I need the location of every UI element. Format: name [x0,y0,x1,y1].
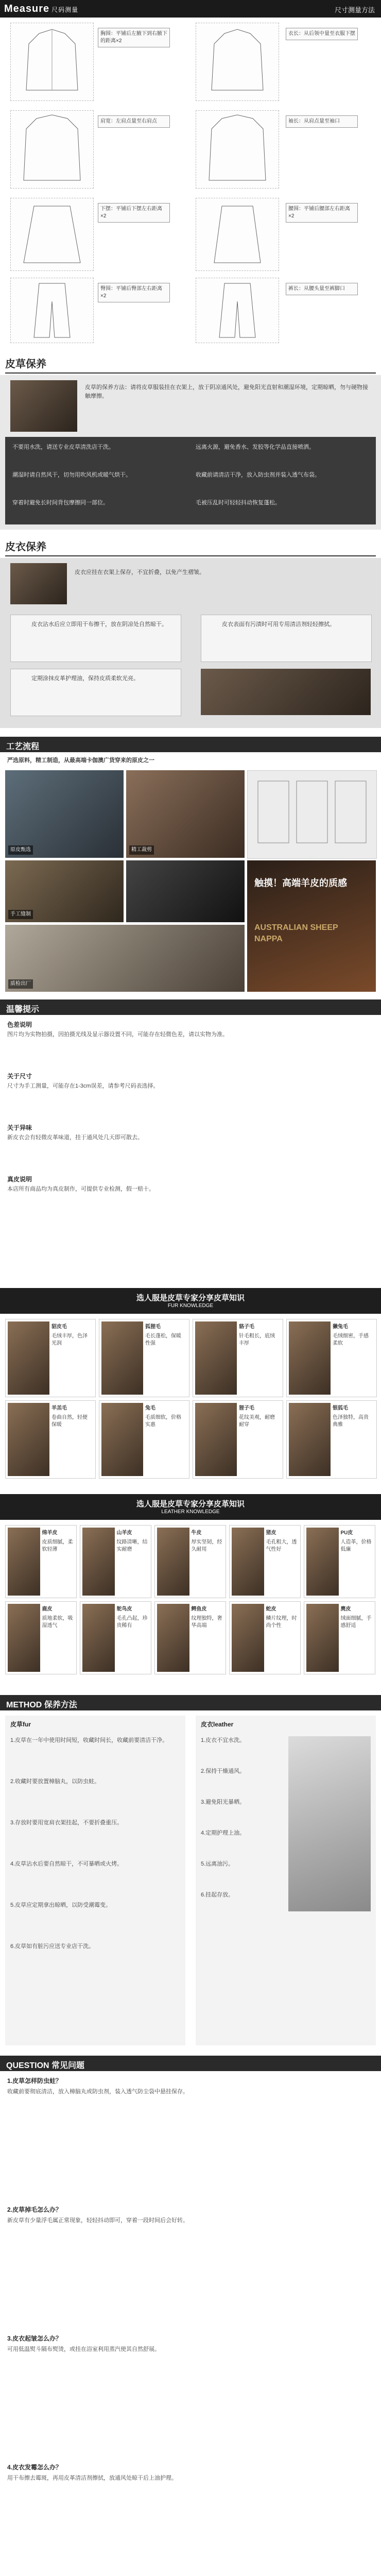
material-photo [8,1604,40,1672]
leather-tip-card: 定期涂抹皮革护理油，保持皮质柔软光亮。 [10,669,181,716]
fur-intro: 皮草的保养方法：请将皮草服装挂在衣架上，放于阴凉通风处，避免阳光直射和潮湿环境，定期晾晒，勿与硬物接触摩擦。 [85,384,368,399]
spec-box: 衣长：从后领中量至衣服下摆 [286,28,358,40]
knowledge-card [5,1319,96,1397]
material-name: PU皮 [340,1530,353,1536]
fur-care-panel [0,375,381,530]
care-item: 远离火源，避免香水、发胶等化学品直接喷洒。 [196,444,315,450]
knowledge-card [304,1601,375,1674]
material-photo [8,1528,40,1596]
material-desc: 毛长蓬松，保暖性强 [145,1333,181,1346]
craft-collage [5,770,376,992]
question-title: 1.皮草怎样防虫蛀？ [7,2077,62,2084]
knowledge-card [80,1525,151,1598]
header-title: Measure 尺码测量 [4,3,79,14]
leather-knowledge-band: 选人服是皮草专家分享皮革知识 LEATHER KNOWLEDGE [0,1494,381,1520]
material-desc: 绒面细腻，手感舒适 [340,1616,372,1629]
jacket-photo [288,1736,371,1911]
vest-sketch [196,198,279,271]
material-name: 猪皮 [266,1530,276,1536]
material-desc: 针毛粗长，底绒丰厚 [239,1333,275,1346]
spec-box: 肩宽：左肩点量至右肩点 [98,115,170,128]
knowledge-card [5,1525,77,1598]
knowledge-card [5,1400,96,1479]
coat-sketch-2 [196,23,279,101]
material-desc: 色泽独特，高贵典雅 [333,1415,369,1428]
material-name: 山羊皮 [116,1530,132,1536]
material-name: 绵羊皮 [42,1530,58,1536]
skirt-sketch [10,198,94,271]
material-name: 银狐毛 [333,1405,348,1411]
question-answer: 用干布擦去霉斑，再用皮革清洁剂擦拭，放通风处晾干后上油护理。 [7,2475,177,2481]
leather-grid [5,1525,376,1680]
craft-photo: 原皮甄选 [5,770,124,858]
material-photo [8,1321,49,1395]
material-photo [157,1604,189,1672]
question-title: 4.皮衣发霉怎么办？ [7,2464,62,2471]
craft-photo [126,860,245,922]
spec-box: 腰围：平铺后腰部左右距离×2 [286,203,358,223]
material-name: 貂皮毛 [51,1324,67,1330]
material-name: 獭兔毛 [333,1324,348,1330]
craft-photo: 精工裁剪 [126,770,245,858]
method-fur-panel: 皮草fur 1.皮草在一年中使用时间短，收藏时间长，收藏前要清洁干净。 2.收藏时要放置樟脑丸，以防虫蛀。 3.存放时要用宽肩衣架挂起，不要折叠重压。 4.皮草沾水后要自然晾干，不可暴晒或火烤。 5.皮草应定期拿出晾晒，以防受潮霉变。 6.皮草如有脏污应送专业店干洗。 [5,1716,185,2045]
care-item: 不要用水洗，请送专业皮草清洗店干洗。 [12,444,114,450]
knowledge-card [80,1601,151,1674]
tips-band: 温馨提示 [0,999,381,1015]
tips-list: 色差说明 图片均为实物拍摄，因拍摄光线及显示器设置不同，可能存在轻微色差，请以实物为准。 关于尺寸 尺寸为手工测量，可能存在1-3cm误差，请参考尺码表选择。 关于异味 新皮衣会有轻微皮革味道，挂于通风处几天即可散去。 真皮说明 本店所有商品均为真皮制作，可提供专业检测，假一赔十。 [7,1021,228,1192]
knowledge-card [286,1400,377,1479]
knowledge-card [154,1601,226,1674]
section-title-fur: 皮草保养 [5,355,376,374]
material-desc: 毛绒丰厚，色泽光润 [51,1333,88,1346]
material-name: 兔毛 [145,1405,155,1411]
leather-photo [10,563,67,604]
pants-sketch-2 [196,278,279,343]
knowledge-card [229,1601,301,1674]
material-photo [82,1528,115,1596]
knowledge-card [304,1525,375,1598]
knowledge-card [229,1525,301,1598]
material-name: 麂皮 [340,1606,351,1612]
material-photo [306,1604,339,1672]
spec-box: 裤长：从腰头量至裤脚口 [286,283,358,295]
material-desc: 鳞片纹理，时尚个性 [266,1616,297,1629]
knowledge-card [99,1400,189,1479]
material-desc: 卷曲自然，轻便保暖 [51,1415,88,1428]
material-name: 鹿皮 [42,1606,53,1612]
pants-sketch-1 [10,278,94,343]
material-name: 鳄鱼皮 [191,1606,207,1612]
knowledge-card [99,1319,189,1397]
material-photo [232,1528,264,1596]
knowledge-card [154,1525,226,1598]
material-desc: 纹理独特，奢华高端 [191,1616,222,1629]
material-name: 貉子毛 [239,1324,254,1330]
method-band: METHOD 保养方法 [0,1695,381,1710]
material-name: 牛皮 [191,1530,202,1536]
craft-subtitle: 严选原料，精工制造，从最高端卡伽澳广货穿来的原皮之一 [7,757,154,764]
question-list [5,2076,376,2576]
craft-photo: 手工缝制 [5,860,124,922]
material-desc: 毛孔粗大，透气性好 [266,1539,297,1552]
coat-sketch-4 [196,110,279,189]
spec-box: 胸围：平铺后左腋下到右腋下的距离×2 [98,28,170,47]
question-answer: 收藏前要彻底清洁，放入樟脑丸或防虫剂，装入透气防尘袋中悬挂保存。 [7,2089,188,2095]
material-name: 蛇皮 [266,1606,276,1612]
page-header [0,0,381,18]
knowledge-card [286,1319,377,1397]
question-title: 3.皮衣起皱怎么办？ [7,2335,62,2342]
material-desc: 皮质细腻，柔软轻薄 [42,1539,73,1552]
material-photo [306,1528,339,1596]
header-right-label: 尺寸测量方法 [334,6,375,14]
material-photo [195,1321,237,1395]
coat-sketch-3 [10,110,94,189]
fur-photo [10,380,77,432]
material-photo [8,1403,49,1476]
knowledge-card [193,1319,283,1397]
question-answer: 新皮草有少量浮毛属正常现象，轻轻抖动即可，穿着一段时间后会好转。 [7,2217,188,2224]
section-title-leather: 皮衣保养 [5,538,376,556]
material-desc: 毛质细软，价格实惠 [145,1415,181,1428]
material-name: 狐狸毛 [145,1324,161,1330]
leather-tip-card: 皮衣沾水后应立即用干布擦干，放在阴凉处自然晾干。 [10,615,181,662]
knowledge-card [193,1400,283,1479]
brand-photo: 触摸！高端羊皮的质感 AUSTRALIAN SHEEP NAPPA [247,860,376,992]
method-leather-panel: 皮衣leather 1.皮衣不宜水洗。 2.保持干燥通风。 3.避免阳光暴晒。 4.定期护理上油。 5.远离油污。 6.挂起存放。 [196,1716,376,2045]
material-name: 狸子毛 [239,1405,254,1411]
material-photo [101,1403,143,1476]
spec-box: 袖长：从肩点量至袖口 [286,115,358,128]
material-desc: 纹路清晰，结实耐磨 [116,1539,148,1552]
fur-grid [5,1319,376,1484]
material-photo [289,1403,331,1476]
pattern-diagram [247,770,377,859]
coat-sketch-1 [10,23,94,101]
knowledge-card [5,1601,77,1674]
measure-section [0,18,381,347]
leather-tip-card: 皮衣表面有污渍时可用专用清洁剂轻轻擦拭。 [201,615,372,662]
fur-knowledge-band: 选人服是皮草专家分享皮草知识 FUR KNOWLEDGE [0,1288,381,1314]
material-name: 羊羔毛 [51,1405,67,1411]
material-photo [289,1321,331,1395]
fur-care-list [5,437,376,524]
material-name: 鸵鸟皮 [116,1606,132,1612]
craft-band: 工艺流程 [0,737,381,752]
spec-box: 下摆：平铺后下摆左右距离×2 [98,203,170,223]
material-desc: 人造革，价格低廉 [340,1539,372,1552]
material-desc: 毛绒细密，手感柔软 [333,1333,369,1346]
material-photo [195,1403,237,1476]
question-band: QUESTION 常见问题 [0,2056,381,2071]
leather-care-panel [0,558,381,728]
care-item: 毛被压乱时可轻轻抖动恢复蓬松。 [196,500,281,506]
material-photo [232,1604,264,1672]
material-desc: 厚实坚韧，经久耐用 [191,1539,222,1552]
care-item: 潮湿时请自然风干，切勿用吹风机或暖气烘干。 [12,472,131,478]
leather-block: 皮衣应挂在衣架上保存，不宜折叠，以免产生褶皱。 [75,569,205,575]
question-title: 2.皮草掉毛怎么办？ [7,2206,62,2213]
care-item: 收藏前请清洁干净，放入防虫剂并装入透气布袋。 [196,472,320,478]
leather-detail-photo [201,669,371,715]
material-photo [82,1604,115,1672]
question-answer: 可用低温熨斗隔布熨烫，或挂在浴室利用蒸汽使其自然舒展。 [7,2346,160,2352]
spec-box: 臀围：平铺后臀部左右距离×2 [98,283,170,302]
material-photo [157,1528,189,1596]
material-photo [101,1321,143,1395]
care-item: 穿着时避免长时间背包摩擦同一部位。 [12,500,109,506]
craft-photo: 质检出厂 [5,925,245,992]
material-desc: 质地柔软，吸湿透气 [42,1616,73,1629]
material-desc: 毛孔凸起，珍贵稀有 [116,1616,148,1629]
material-desc: 花纹美观，耐磨耐穿 [239,1415,275,1428]
